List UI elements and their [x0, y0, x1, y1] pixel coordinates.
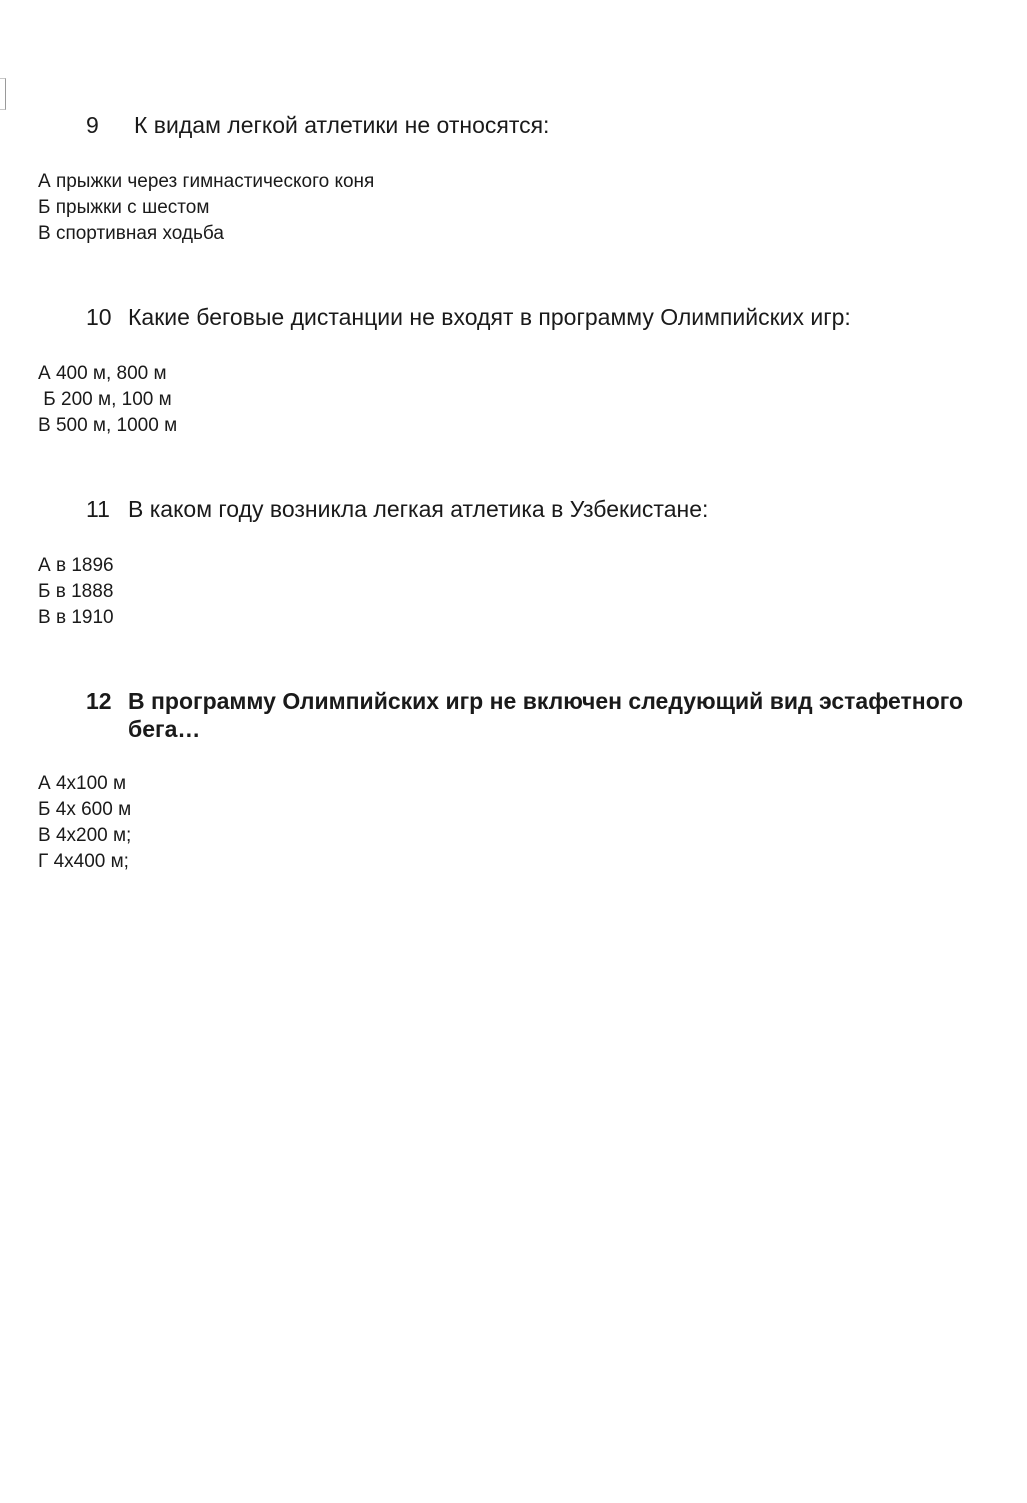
- question-number: 11: [86, 496, 110, 522]
- answer-option: В 4х200 м;: [38, 825, 132, 846]
- question-text: Какие беговые дистанции не входят в программу Олимпийских игр:: [128, 304, 851, 330]
- question-heading: [0, 303, 1027, 331]
- question-number: 10: [86, 304, 112, 330]
- answer-option: Б в 1888: [38, 581, 114, 602]
- answer-option: А прыжки через гимнастического коня: [38, 171, 375, 192]
- answer-option: Б прыжки с шестом: [38, 197, 210, 218]
- answer-option: Б 200 м, 100 м: [38, 389, 172, 410]
- answer-option: В 500 м, 1000 м: [38, 415, 178, 436]
- question-12: [0, 687, 1027, 875]
- question-number: 9: [86, 112, 99, 138]
- answer-option: А 400 м, 800 м: [38, 363, 167, 384]
- question-10: [0, 303, 1027, 439]
- answer-option: А 4х100 м: [38, 773, 127, 794]
- answer-option: Б 4х 600 м: [38, 799, 132, 820]
- answer-options: [0, 361, 1027, 439]
- answer-option: А в 1896: [38, 555, 114, 576]
- question-11: [0, 495, 1027, 631]
- answer-options: [0, 771, 1027, 875]
- answer-option: В в 1910: [38, 607, 114, 628]
- question-text: В каком году возникла легкая атлетика в Узбекистане:: [128, 496, 709, 522]
- answer-option: Г 4х400 м;: [38, 851, 129, 872]
- answer-options: [0, 169, 1027, 247]
- question-number: 12: [86, 688, 112, 714]
- question-9: [0, 111, 1027, 247]
- page-edge-marker: [0, 78, 6, 110]
- question-text: К видам легкой атлетики не относятся:: [134, 112, 550, 138]
- question-heading: [0, 495, 1027, 523]
- question-heading: [0, 111, 1027, 139]
- question-text: В программу Олимпийских игр не включен следующий вид эстафетного бега…: [128, 688, 964, 742]
- answer-options: [0, 553, 1027, 631]
- question-heading: [0, 687, 1027, 743]
- answer-option: В спортивная ходьба: [38, 223, 224, 244]
